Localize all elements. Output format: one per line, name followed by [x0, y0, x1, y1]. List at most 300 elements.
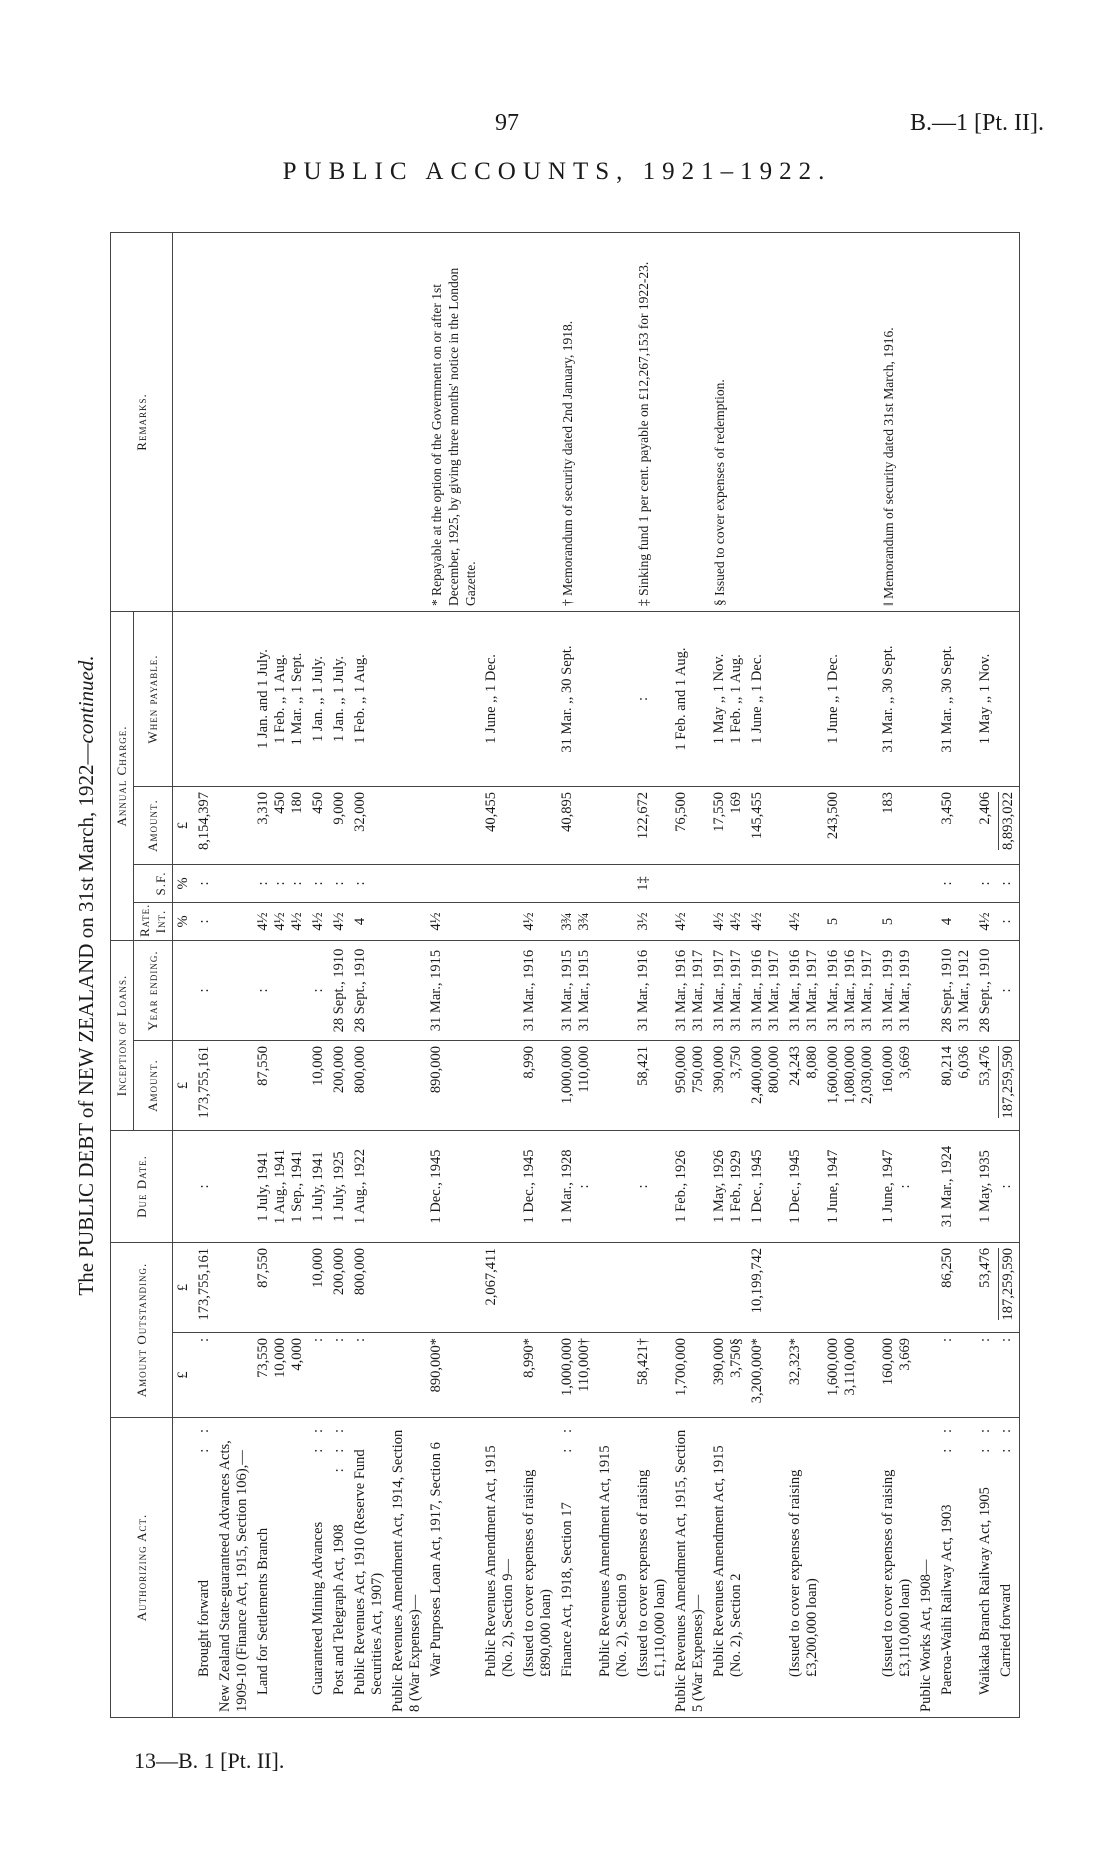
rotated-table-sheet — [40, 208, 1080, 1743]
interest-rate-cell-text: 5 — [825, 917, 841, 926]
debt-act-cell-text: Waikaka Branch Railway Act, 1905 — [977, 1487, 993, 1695]
inception-amount-cell — [916, 1041, 937, 1131]
remarks-cell — [350, 233, 388, 612]
header-annual-amount: Amount. — [134, 787, 173, 865]
when-payable-cell — [215, 612, 253, 787]
when-payable-cell-text: 1 Feb. ,, 1 Aug. — [352, 654, 368, 744]
inception-year-cell — [350, 941, 388, 1041]
amount-outstanding-cell — [633, 1333, 671, 1418]
inception-amount-cell-text: 8,990 — [521, 1046, 537, 1079]
remarks-cell — [878, 233, 916, 612]
debt-act-cell — [519, 1418, 557, 1718]
remarks-cell — [595, 233, 633, 612]
interest-rate-cell — [709, 903, 747, 941]
inception-amount-cell — [388, 1041, 426, 1131]
debt-row — [975, 233, 996, 1718]
annual-charge-cell — [996, 787, 1020, 865]
debt-row — [519, 233, 557, 1718]
amount-outstanding-cell — [878, 1333, 916, 1418]
interest-rate-cell — [329, 903, 350, 941]
debt-act-cell-text: (Issued to cover expenses of raising £3,200,000 loan) — [787, 1469, 820, 1677]
interest-rate-cell — [194, 903, 215, 941]
interest-rate-cell-text: : — [196, 919, 212, 924]
amount-outstanding-total-cell — [709, 1243, 747, 1333]
inception-year-cell-text: : — [196, 988, 212, 993]
due-date-cell — [937, 1131, 975, 1243]
remarks-cell — [329, 233, 350, 612]
debt-act-cell-text: Public Revenues Amendment Act, 1915, Section 5 (War Expenses)— — [673, 1429, 706, 1712]
inception-year-cell — [253, 941, 308, 1041]
remarks-cell — [519, 233, 557, 612]
due-date-cell — [823, 1131, 878, 1243]
sinking-fund-rate-cell-text: : — [196, 881, 212, 886]
interest-rate-cell-text: 4½ — [977, 912, 993, 931]
interest-rate-cell — [916, 903, 937, 941]
annual-charge-cell-text: 40,455 — [483, 792, 499, 832]
when-payable-cell-text: 1 Jan. and 1 July. 1 Feb. ,, 1 Aug. 1 Mar. ,, 1 Sept. — [255, 649, 305, 749]
debt-act-cell-text: Public Revenues Amendment Act, 1915 (No. 2), Section 9 — [597, 1445, 630, 1677]
due-date-cell-text: 1 June, 1947 — [825, 1149, 841, 1224]
amount-outstanding-cell-text: 1,000,000 110,000† — [559, 1338, 592, 1396]
amount-outstanding-cell — [709, 1333, 747, 1418]
inception-amount-cell — [747, 1041, 785, 1131]
annual-charge-cell — [823, 787, 878, 865]
inception-amount-cell — [557, 1041, 595, 1131]
inception-year-cell-text: 31 Mar., 1916 31 Mar., 1916 31 Mar., 1917 — [825, 949, 875, 1032]
amount-outstanding-total-cell-text: 173,755,161 — [196, 1248, 212, 1321]
annual-charge-cell — [633, 787, 671, 865]
sinking-fund-rate-cell-text: : — [310, 881, 326, 886]
annual-charge-cell-text: 2,406 — [977, 792, 993, 825]
table-title-continued: continued. — [74, 655, 98, 744]
annual-charge-cell — [329, 787, 350, 865]
table-title — [74, 208, 99, 1743]
dot-leader: : : — [977, 1423, 993, 1453]
due-date-cell — [194, 1131, 215, 1243]
amount-outstanding-cell-text: 1,700,000 — [673, 1338, 689, 1396]
interest-rate-cell — [975, 903, 996, 941]
interest-rate-cell-text: 4½ — [787, 912, 803, 931]
amount-outstanding-cell — [519, 1333, 557, 1418]
when-payable-cell — [194, 612, 215, 787]
amount-outstanding-cell — [308, 1333, 329, 1418]
inception-amount-cell — [595, 1041, 633, 1131]
inception-amount-cell-text: 2,400,000 800,000 — [749, 1046, 782, 1104]
when-payable-cell-text: 1 June ,, 1 Dec. — [483, 654, 499, 744]
due-date-cell-text: 31 Mar., 1924 — [939, 1145, 955, 1228]
debt-row — [215, 233, 253, 1718]
remarks-cell — [937, 233, 975, 612]
amount-outstanding-cell — [557, 1333, 595, 1418]
inception-amount-cell-text: 53,476 — [977, 1046, 993, 1086]
due-date-cell — [253, 1131, 308, 1243]
when-payable-cell — [350, 612, 388, 787]
annual-charge-cell — [671, 787, 709, 865]
debt-row — [785, 233, 823, 1718]
debt-act-cell — [709, 1418, 747, 1718]
amount-outstanding-total-cell — [633, 1243, 671, 1333]
amount-outstanding-total-cell — [996, 1243, 1020, 1333]
sinking-fund-rate-cell — [388, 865, 426, 903]
debt-act-cell-text: Public Revenues Amendment Act, 1915 (No. 2), Section 2 — [711, 1445, 744, 1677]
due-date-cell — [878, 1131, 916, 1243]
amount-outstanding-total-cell — [975, 1243, 996, 1333]
interest-rate-cell — [308, 903, 329, 941]
debt-act-cell — [633, 1418, 671, 1718]
inception-amount-cell-text: 10,000 — [310, 1046, 326, 1086]
sinking-fund-rate-cell-text: : — [977, 881, 993, 886]
remarks-cell — [671, 233, 709, 612]
inception-amount-cell-text: 187,259,590 — [1000, 1046, 1016, 1119]
amount-outstanding-cell-text: : — [352, 1338, 368, 1343]
amount-outstanding-cell — [996, 1333, 1020, 1418]
debt-act-cell — [308, 1418, 329, 1718]
inception-amount-cell-text: 1,600,000 1,080,000 2,030,000 — [825, 1046, 875, 1104]
amount-outstanding-cell — [975, 1333, 996, 1418]
inception-year-cell-text: 31 Mar., 1916 31 Mar., 1917 — [787, 949, 820, 1032]
inception-year-cell — [823, 941, 878, 1041]
inception-amount-cell-text: 58,421 — [635, 1046, 651, 1086]
amount-outstanding-cell-text: : — [939, 1338, 955, 1343]
debt-row — [194, 233, 215, 1718]
annual-charge-cell-text: 32,000 — [352, 792, 368, 832]
amount-outstanding-cell — [329, 1333, 350, 1418]
remarks-cell — [426, 233, 481, 612]
when-payable-cell — [785, 612, 823, 787]
inception-amount-cell — [329, 1041, 350, 1131]
remarks-cell — [388, 233, 426, 612]
debt-act-cell-text: (Issued to cover expenses of raising £1,110,000 loan) — [635, 1469, 668, 1677]
amount-outstanding-cell — [916, 1333, 937, 1418]
when-payable-cell-text: 1 Jan. ,, 1 July. — [310, 655, 326, 743]
debt-act-cell-text: Brought forward — [196, 1579, 212, 1677]
debt-act-cell-text: (Issued to cover expenses of raising £3,110,000 loan) — [880, 1469, 913, 1677]
amount-outstanding-total-cell — [916, 1243, 937, 1333]
amount-outstanding-cell-text: 390,000 3,750§ — [711, 1338, 744, 1386]
when-payable-cell — [671, 612, 709, 787]
interest-rate-cell-text: 4½ — [673, 912, 689, 931]
remarks-cell — [916, 233, 937, 612]
unit-row — [173, 233, 195, 1718]
unit-pound-1: £ — [173, 1333, 195, 1418]
when-payable-cell — [709, 612, 747, 787]
when-payable-cell — [937, 612, 975, 787]
remarks-cell — [709, 233, 747, 612]
debt-row — [388, 233, 426, 1718]
remarks-cell — [481, 233, 519, 612]
remarks-cell — [996, 233, 1020, 612]
amount-outstanding-cell-text: 73,550 10,000 4,000 — [255, 1338, 305, 1378]
sinking-fund-rate-cell — [671, 865, 709, 903]
interest-rate-cell — [215, 903, 253, 941]
annual-charge-cell — [595, 787, 633, 865]
inception-amount-cell — [253, 1041, 308, 1131]
amount-outstanding-total-cell — [823, 1243, 878, 1333]
amount-outstanding-total-cell-text: 2,067,411 — [483, 1248, 499, 1306]
inception-year-cell — [426, 941, 481, 1041]
interest-rate-cell — [747, 903, 785, 941]
sinking-fund-rate-cell — [595, 865, 633, 903]
inception-year-cell-text: : — [310, 988, 326, 993]
when-payable-cell-text: 1 Jan. ,, 1 July. — [331, 655, 347, 743]
due-date-cell-text: 1 Aug., 1922 — [352, 1149, 368, 1224]
amount-outstanding-cell-text: 160,000 3,669 — [880, 1338, 913, 1386]
debt-act-cell — [426, 1418, 481, 1718]
inception-year-cell-text: 31 Mar., 1916 — [635, 949, 651, 1032]
due-date-cell — [916, 1131, 937, 1243]
due-date-cell — [329, 1131, 350, 1243]
inception-year-cell-text: : — [255, 988, 271, 993]
annual-charge-cell — [975, 787, 996, 865]
amount-outstanding-cell — [215, 1333, 253, 1418]
debt-row — [426, 233, 481, 1718]
amount-outstanding-cell-text: 58,421† — [635, 1338, 651, 1386]
interest-rate-cell-text: 4½ — [310, 912, 326, 931]
annual-charge-cell — [481, 787, 519, 865]
remarks-cell-text: § Issued to cover expenses of redemption. — [712, 379, 727, 606]
amount-outstanding-total-cell — [329, 1243, 350, 1333]
header-due-date: Due Date. — [111, 1131, 173, 1243]
due-date-cell-text: : — [635, 1184, 651, 1189]
amount-outstanding-total-cell — [253, 1243, 308, 1333]
header-remarks: Remarks. — [111, 233, 173, 612]
sinking-fund-rate-cell-text: 1‡ — [635, 876, 651, 891]
when-payable-cell — [557, 612, 595, 787]
sinking-fund-rate-cell — [194, 865, 215, 903]
debt-act-cell — [194, 1418, 215, 1718]
when-payable-cell — [747, 612, 785, 787]
due-date-cell — [350, 1131, 388, 1243]
debt-row — [595, 233, 633, 1718]
remarks-cell-text: † Memorandum of security dated 2nd January, 1918. — [560, 320, 575, 606]
debt-act-cell-text: Guaranteed Mining Advances — [310, 1521, 326, 1695]
header-rate-int — [134, 903, 173, 941]
interest-rate-cell — [878, 903, 916, 941]
annual-charge-cell — [937, 787, 975, 865]
sinking-fund-rate-cell — [426, 865, 481, 903]
debt-act-cell — [215, 1418, 253, 1718]
when-payable-cell — [878, 612, 916, 787]
due-date-cell — [481, 1131, 519, 1243]
inception-year-cell — [308, 941, 329, 1041]
interest-rate-cell — [253, 903, 308, 941]
due-date-cell-text: 1 May, 1926 1 Feb., 1929 — [711, 1150, 744, 1223]
debt-row — [937, 233, 975, 1718]
header-rate: Rate. — [137, 903, 152, 937]
sinking-fund-rate-cell — [215, 865, 253, 903]
annual-charge-cell-text: 40,895 — [559, 792, 575, 832]
when-payable-cell — [329, 612, 350, 787]
debt-act-cell — [937, 1418, 975, 1718]
inception-year-cell — [996, 941, 1020, 1041]
amount-outstanding-cell-text: : — [331, 1338, 347, 1343]
interest-rate-cell-text: 4½ 4½ — [711, 912, 744, 931]
inception-amount-cell — [519, 1041, 557, 1131]
amount-outstanding-total-cell — [308, 1243, 329, 1333]
amount-outstanding-cell-text: 890,000* — [428, 1338, 444, 1393]
inception-year-cell — [215, 941, 253, 1041]
debt-act-cell — [481, 1418, 519, 1718]
debt-act-cell-text: Public Works Act, 1908— — [918, 1559, 934, 1712]
interest-rate-cell — [388, 903, 426, 941]
debt-act-cell — [557, 1418, 595, 1718]
due-date-cell-text: 1 June, 1947 : — [880, 1149, 913, 1224]
sinking-fund-rate-cell — [975, 865, 996, 903]
debt-act-cell — [823, 1418, 878, 1718]
sinking-fund-rate-cell — [481, 865, 519, 903]
sinking-fund-rate-cell — [916, 865, 937, 903]
inception-amount-cell — [671, 1041, 709, 1131]
sinking-fund-rate-cell — [329, 865, 350, 903]
amount-outstanding-cell — [350, 1333, 388, 1418]
when-payable-cell — [975, 612, 996, 787]
interest-rate-cell-text: 4½ — [749, 912, 765, 931]
interest-rate-cell-text: 4½ — [428, 912, 444, 931]
amount-outstanding-total-cell-text: 53,476 — [977, 1248, 993, 1288]
annual-charge-cell-text: 3,450 — [939, 792, 955, 825]
remarks-cell — [785, 233, 823, 612]
inception-amount-cell — [633, 1041, 671, 1131]
sinking-fund-rate-cell-text: : — [998, 881, 1014, 886]
remarks-cell — [747, 233, 785, 612]
debt-act-cell — [329, 1418, 350, 1718]
amount-outstanding-total-cell-text: 800,000 — [352, 1248, 368, 1296]
due-date-cell-text: : — [196, 1184, 212, 1189]
debt-row — [329, 233, 350, 1718]
remarks-cell-text: ‖ Memorandum of security dated 31st March, 1916. — [881, 327, 896, 606]
due-date-cell — [996, 1131, 1020, 1243]
amount-outstanding-cell — [823, 1333, 878, 1418]
sinking-fund-rate-cell — [937, 865, 975, 903]
annual-charge-cell-text: 145,455 — [749, 792, 765, 840]
debt-row — [671, 233, 709, 1718]
when-payable-cell — [426, 612, 481, 787]
interest-rate-cell — [350, 903, 388, 941]
header-authorizing-act: Authorizing Act. — [111, 1418, 173, 1718]
remarks-cell-text: * Repayable at the option of the Government on or after 1st December, 1925, by giving three months' notice in the London Gazette. — [429, 267, 478, 606]
amount-outstanding-total-cell-text: 10,000 — [310, 1248, 326, 1288]
inception-year-cell — [519, 941, 557, 1041]
amount-outstanding-cell — [426, 1333, 481, 1418]
due-date-cell — [308, 1131, 329, 1243]
inception-year-cell — [388, 941, 426, 1041]
amount-outstanding-total-cell — [215, 1243, 253, 1333]
inception-year-cell-text: 31 Mar., 1917 31 Mar., 1917 — [711, 949, 744, 1032]
inception-year-cell-text: 28 Sept., 1910 31 Mar., 1912 — [939, 948, 972, 1033]
annual-charge-cell — [194, 787, 215, 865]
due-date-cell-text: 1 July, 1941 1 Aug., 1941 1 Sep., 1941 — [255, 1149, 305, 1224]
amount-outstanding-cell-text: 1,600,000 3,110,000 — [825, 1338, 858, 1396]
interest-rate-cell-text: 4½ — [521, 912, 537, 931]
debt-row — [481, 233, 519, 1718]
sinking-fund-rate-cell — [557, 865, 595, 903]
due-date-cell-text: 1 Mar., 1928 : — [559, 1149, 592, 1224]
annual-charge-cell — [426, 787, 481, 865]
annual-charge-cell-text: 8,154,397 — [196, 792, 212, 850]
amount-outstanding-total-cell — [194, 1243, 215, 1333]
annual-charge-cell-text: 3,310 450 180 — [255, 792, 305, 825]
remarks-cell — [194, 233, 215, 612]
header-inception-of-loans: Inception of Loans. — [111, 941, 134, 1131]
debt-act-cell — [253, 1418, 308, 1718]
interest-rate-cell — [557, 903, 595, 941]
interest-rate-cell-text: 4 — [939, 917, 955, 926]
amount-outstanding-total-cell-text: 87,550 — [255, 1248, 271, 1288]
interest-rate-cell-text: : — [998, 919, 1014, 924]
due-date-cell-text: 1 July, 1941 — [310, 1151, 326, 1222]
amount-outstanding-total-cell — [481, 1243, 519, 1333]
inception-amount-cell — [996, 1041, 1020, 1131]
inception-amount-cell — [823, 1041, 878, 1131]
when-payable-cell — [916, 612, 937, 787]
inception-year-cell-text: 31 Mar., 1915 31 Mar., 1915 — [559, 949, 592, 1032]
interest-rate-cell — [785, 903, 823, 941]
inception-amount-cell-text: 173,755,161 — [196, 1046, 212, 1119]
due-date-cell-text: 1 Dec., 1945 — [749, 1149, 765, 1224]
inception-year-cell — [671, 941, 709, 1041]
inception-amount-cell — [350, 1041, 388, 1131]
interest-rate-cell-text: 4 — [352, 917, 368, 926]
inception-amount-cell — [937, 1041, 975, 1131]
annual-charge-cell-text: 76,500 — [673, 792, 689, 832]
inception-amount-cell-text: 890,000 — [428, 1046, 444, 1094]
inception-year-cell — [633, 941, 671, 1041]
inception-year-cell-text: 31 Mar., 1916 — [521, 949, 537, 1032]
annual-charge-cell — [557, 787, 595, 865]
dot-leader: : : — [310, 1423, 326, 1453]
when-payable-cell — [481, 612, 519, 787]
due-date-cell — [388, 1131, 426, 1243]
due-date-cell-text: 1 Feb., 1926 — [673, 1150, 689, 1223]
interest-rate-cell-text: 3¾ 3¾ — [559, 912, 592, 931]
sinking-fund-rate-cell — [996, 865, 1020, 903]
inception-amount-cell-text: 390,000 3,750 — [711, 1046, 744, 1094]
amount-outstanding-total-cell-text: 187,259,590 — [1000, 1248, 1016, 1321]
header-amount-outstanding: Amount Outstanding. — [111, 1243, 173, 1418]
debt-row — [747, 233, 785, 1718]
due-date-cell — [785, 1131, 823, 1243]
due-date-cell — [747, 1131, 785, 1243]
due-date-cell — [595, 1131, 633, 1243]
interest-rate-cell — [481, 903, 519, 941]
inception-year-cell — [747, 941, 785, 1041]
sinking-fund-rate-cell-text: : — [331, 881, 347, 886]
amount-outstanding-cell — [747, 1333, 785, 1418]
interest-rate-cell-text: 3½ — [635, 912, 651, 931]
sheet-reference: B.—1 [Pt. II]. — [910, 110, 1044, 136]
inception-year-cell — [481, 941, 519, 1041]
page-title: PUBLIC ACCOUNTS, 1921–1922. — [282, 158, 832, 185]
due-date-cell-text: 1 May, 1935 — [977, 1150, 993, 1223]
due-date-cell-text: 1 Dec., 1945 — [428, 1149, 444, 1224]
amount-outstanding-total-cell — [671, 1243, 709, 1333]
amount-outstanding-cell — [481, 1333, 519, 1418]
sinking-fund-rate-cell — [709, 865, 747, 903]
header-sf: S.F. — [153, 871, 168, 896]
when-payable-cell — [388, 612, 426, 787]
when-payable-cell-text: 1 June ,, 1 Dec. — [825, 654, 841, 744]
sinking-fund-rate-cell — [308, 865, 329, 903]
inception-year-cell-text: 28 Sept., 1910 — [977, 948, 993, 1033]
dot-leader: : : — [998, 1423, 1014, 1453]
due-date-cell — [633, 1131, 671, 1243]
debt-row — [308, 233, 329, 1718]
due-date-cell — [215, 1131, 253, 1243]
unit-when — [173, 612, 195, 787]
debt-act-cell-text: New Zealand State-guaranteed Advances Acts, 1909-10 (Finance Act, 1915, Section 106),— — [217, 1440, 250, 1712]
due-date-cell-text: 1 July, 1925 — [331, 1151, 347, 1222]
debt-act-cell-text: War Purposes Loan Act, 1917, Section 6 — [428, 1442, 444, 1677]
